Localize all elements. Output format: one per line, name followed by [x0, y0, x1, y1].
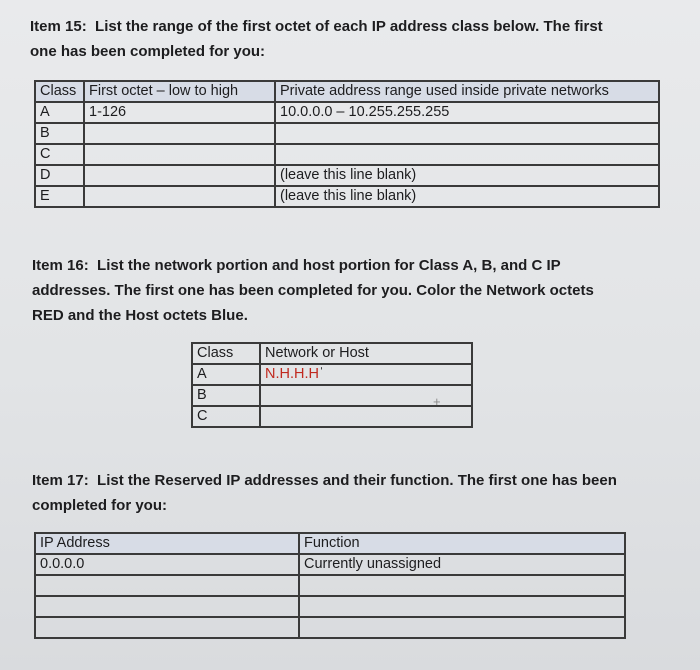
cell-class: E	[35, 186, 84, 207]
table-row	[192, 385, 472, 406]
cell-network-host[interactable]	[260, 406, 472, 427]
plus-icon: +	[433, 394, 441, 409]
cell-ip-address[interactable]	[35, 596, 299, 617]
table-row	[35, 144, 659, 165]
cell-private-range[interactable]: (leave this line blank)	[275, 186, 659, 207]
table-row	[192, 364, 472, 385]
cell-function[interactable]	[299, 575, 625, 596]
item15-table	[34, 80, 660, 208]
header-function: Function	[299, 533, 625, 554]
item17-instructions	[32, 468, 672, 518]
cell-ip-address[interactable]	[35, 617, 299, 638]
item16-header-row	[192, 343, 472, 364]
cell-private-range[interactable]: 10.0.0.0 – 10.255.255.255	[275, 102, 659, 123]
item16-line2: addresses. The first one has been completed for you. Color the Network octets	[32, 282, 594, 299]
cell-private-range[interactable]	[275, 123, 659, 144]
header-class: Class	[192, 343, 260, 364]
item17-line2: completed for you:	[32, 497, 168, 514]
cell-class: B	[192, 385, 260, 406]
table-row	[35, 596, 625, 617]
cell-ip-address[interactable]: 0.0.0.0	[35, 554, 299, 575]
cell-first-octet[interactable]	[84, 123, 275, 144]
item15-line1: List the range of the first octet of each IP address class below. The first	[95, 18, 603, 35]
cell-function[interactable]	[299, 617, 625, 638]
cell-private-range[interactable]: (leave this line blank)	[275, 165, 659, 186]
item17-header-row	[35, 533, 625, 554]
cell-function[interactable]	[299, 596, 625, 617]
cell-class: A	[192, 364, 260, 385]
table-row	[192, 406, 472, 427]
cell-first-octet[interactable]	[84, 186, 275, 207]
header-private-range: Private address range used inside private networks	[275, 81, 659, 102]
cell-class: A	[35, 102, 84, 123]
cell-first-octet[interactable]: 1-126	[84, 102, 275, 123]
cell-class: D	[35, 165, 84, 186]
item15-line2: one has been completed for you:	[30, 43, 266, 60]
header-class: Class	[35, 81, 84, 102]
item16-instructions	[32, 253, 672, 328]
table-row	[35, 123, 659, 144]
cell-ip-address[interactable]	[35, 575, 299, 596]
item16-label: Item 16:	[32, 257, 89, 274]
item16-line1: List the network portion and host portion for Class A, B, and C IP	[97, 257, 561, 274]
table-row	[35, 575, 625, 596]
cell-function[interactable]: Currently unassigned	[299, 554, 625, 575]
item15-label: Item 15:	[30, 18, 87, 35]
item16-line3: RED and the Host octets Blue.	[32, 307, 248, 324]
header-network-or-host: Network or Host	[260, 343, 472, 364]
item15-instructions	[30, 14, 670, 64]
item16-table	[191, 342, 473, 428]
table-row	[35, 165, 659, 186]
header-first-octet: First octet – low to high	[84, 81, 275, 102]
cell-first-octet[interactable]	[84, 144, 275, 165]
cell-network-host-value: N.H.H.H	[265, 366, 319, 382]
item17-line1: List the Reserved IP addresses and their function. The first one has been	[97, 472, 617, 489]
table-row	[35, 617, 625, 638]
item17-table	[34, 532, 626, 639]
item17-label: Item 17:	[32, 472, 89, 489]
cell-class: C	[35, 144, 84, 165]
text-cursor-icon: ˈ	[318, 366, 324, 382]
cell-class: B	[35, 123, 84, 144]
header-ip-address: IP Address	[35, 533, 299, 554]
item15-header-row	[35, 81, 659, 102]
table-row	[35, 102, 659, 123]
cell-first-octet[interactable]	[84, 165, 275, 186]
cell-private-range[interactable]	[275, 144, 659, 165]
cell-network-host[interactable]	[260, 364, 472, 385]
table-row	[35, 554, 625, 575]
table-row	[35, 186, 659, 207]
cell-class: C	[192, 406, 260, 427]
